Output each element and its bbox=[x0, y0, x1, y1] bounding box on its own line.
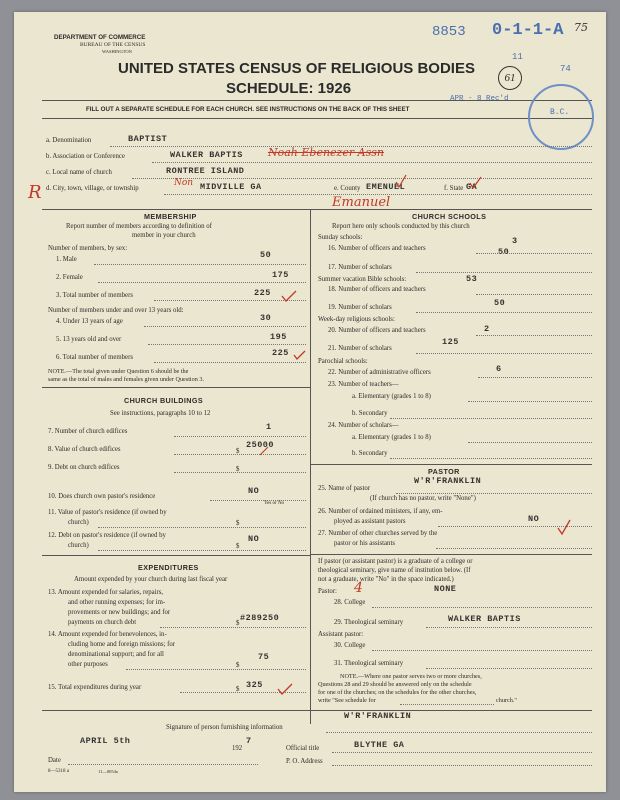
q14-dollar: $ bbox=[236, 662, 240, 669]
buildings-sub: See instructions, paragraphs 10 to 12 bbox=[110, 410, 211, 417]
q2-label: 2. Female bbox=[56, 274, 83, 281]
stamp-code-handwritten: 75 bbox=[574, 21, 588, 34]
schools-sub: Report here only schools conducted by this church bbox=[332, 223, 470, 230]
date-value: APRIL 5th bbox=[80, 736, 131, 746]
q20-value: 2 bbox=[484, 324, 490, 334]
pastor-note-1: NOTE.—Where one pastor serves two or more churches, bbox=[340, 673, 482, 680]
association-handwritten: Noah Ebenezer Assn bbox=[268, 146, 384, 159]
page-title: UNITED STATES CENSUS OF RELIGIOUS BODIES bbox=[118, 60, 475, 77]
q5-label: 5. 13 years old and over bbox=[56, 336, 122, 343]
pastor-note-5: church." bbox=[496, 697, 517, 704]
q30-label: 30. College bbox=[334, 642, 366, 649]
q13-label-1: 13. Amount expended for salaries, repairs, bbox=[48, 589, 164, 596]
q17-label: 17. Number of scholars bbox=[328, 264, 392, 271]
city-label: WASHINGTON bbox=[102, 49, 132, 54]
summer-value: 53 bbox=[466, 274, 478, 284]
city-handwritten: Non bbox=[174, 178, 194, 188]
parochial-label: Parochial schools: bbox=[318, 358, 368, 365]
census-schedule-sheet bbox=[14, 12, 606, 792]
q27-label-1: 27. Number of other churches served by the bbox=[318, 530, 438, 537]
q19-value: 50 bbox=[494, 298, 506, 308]
date-label: Date bbox=[48, 757, 61, 764]
expenditures-title: EXPENDITURES bbox=[138, 563, 199, 572]
members-by-age-label: Number of members under and over 13 years old: bbox=[48, 307, 184, 314]
q26-check-icon bbox=[558, 520, 570, 534]
q13-label-3: provements or new buildings; and for bbox=[68, 609, 171, 616]
q12-value: NO bbox=[248, 534, 260, 544]
q16-value: 3 bbox=[512, 236, 518, 246]
q20-label: 20. Number of officers and teachers bbox=[328, 327, 426, 334]
q6-check-icon bbox=[294, 351, 305, 359]
bureau-label: BUREAU OF THE CENSUS bbox=[80, 42, 146, 48]
q25-label: 25. Name of pastor bbox=[318, 485, 371, 492]
graduate-note-3: not a graduate, write "No" in the space indicated.) bbox=[318, 576, 454, 583]
state-value: GA bbox=[466, 182, 478, 192]
q13-value: #289250 bbox=[240, 613, 280, 623]
county-value: EMENUEL bbox=[366, 182, 406, 192]
q12-label-2: church) bbox=[68, 542, 89, 549]
pastor-note-4: write "See schedule for bbox=[318, 697, 376, 704]
pastor-label: Pastor: bbox=[318, 588, 337, 595]
q6-label: 6. Total number of members bbox=[56, 354, 133, 361]
denomination-value: BAPTIST bbox=[128, 134, 168, 144]
q11-label-1: 11. Value of pastor's residence (if owned by bbox=[48, 509, 167, 516]
q23b-label: b. Secondary bbox=[352, 410, 388, 417]
q24-label: 24. Number of scholars— bbox=[328, 422, 399, 429]
q14-value: 75 bbox=[258, 652, 270, 662]
instruction-line: FILL OUT A SEPARATE SCHEDULE FOR EACH CHURCH. SEE INSTRUCTIONS ON THE BACK OF THIS SHEET bbox=[86, 106, 410, 113]
signature-label: Signature of person furnishing information bbox=[166, 724, 283, 731]
q7-value: 1 bbox=[266, 422, 272, 432]
q4-value: 30 bbox=[260, 313, 272, 323]
q14-label-1: 14. Amount expended for benevolences, in- bbox=[48, 631, 167, 638]
q24a-label: a. Elementary (grades 1 to 8) bbox=[352, 434, 431, 441]
received-date-stamp: APR - 8 Rec'd bbox=[450, 95, 509, 103]
stamp-small-2: 74 bbox=[560, 64, 571, 74]
q10-label: 10. Does church own pastor's residence bbox=[48, 493, 156, 500]
stamp-number: 8853 bbox=[432, 24, 466, 40]
q10-value: NO bbox=[248, 486, 260, 496]
q7-label: 7. Number of church edifices bbox=[48, 428, 128, 435]
weekday-label: Week-day religious schools: bbox=[318, 316, 395, 323]
q15-label: 15. Total expenditures during year bbox=[48, 684, 142, 691]
q22-label: 22. Number of administrative officers bbox=[328, 369, 431, 376]
circled-number: 61 bbox=[498, 66, 522, 90]
schools-title: CHURCH SCHOOLS bbox=[412, 212, 487, 221]
q29-value: WALKER BAPTIS bbox=[448, 614, 521, 624]
q23a-label: a. Elementary (grades 1 to 8) bbox=[352, 393, 431, 400]
q18-label: 18. Number of officers and teachers bbox=[328, 286, 426, 293]
yes-or-no-hint: Yes or No bbox=[264, 501, 285, 506]
q13-label-4: payments on church debt bbox=[68, 619, 137, 626]
q24b-label: b. Secondary bbox=[352, 450, 388, 457]
sunday-label: Sunday schools: bbox=[318, 234, 363, 241]
year-value: 7 bbox=[246, 736, 252, 746]
q26-label-2: ployed as assistant pastors bbox=[334, 518, 406, 525]
q15-dollar: $ bbox=[236, 686, 240, 693]
q8-value: 25000 bbox=[246, 440, 275, 450]
q1-label: 1. Male bbox=[56, 256, 77, 263]
q13-label-2: and other running expenses; for im- bbox=[68, 599, 166, 606]
q26-value: NO bbox=[528, 514, 540, 524]
q2-value: 175 bbox=[272, 270, 289, 280]
membership-note-3: NOTE.—The total given under Question 6 should be the bbox=[48, 368, 189, 375]
q21-label: 21. Number of scholars bbox=[328, 345, 392, 352]
q12-label-1: 12. Debt on pastor's residence (if owned by bbox=[48, 532, 166, 539]
q11-label-2: church) bbox=[68, 519, 89, 526]
members-by-sex-label: Number of members, by sex: bbox=[48, 245, 128, 252]
membership-title: MEMBERSHIP bbox=[144, 212, 197, 221]
signature-value: W'R'FRANKLIN bbox=[344, 711, 412, 721]
q3-check-icon bbox=[282, 291, 296, 301]
church-name-value: RONTREE ISLAND bbox=[166, 166, 245, 176]
q15-check-icon bbox=[278, 684, 292, 694]
county-handwritten: Emanuel bbox=[332, 195, 391, 210]
buildings-title: CHURCH BUILDINGS bbox=[124, 396, 204, 405]
seal-text: B.C. bbox=[550, 108, 570, 117]
q8-label: 8. Value of church edifices bbox=[48, 446, 121, 453]
q6-value: 225 bbox=[272, 348, 289, 358]
assistant-pastor-label: Assistant pastor: bbox=[318, 631, 364, 638]
q9-dollar: $ bbox=[236, 466, 240, 473]
q31-label: 31. Theological seminary bbox=[334, 660, 404, 667]
q5-value: 195 bbox=[270, 332, 287, 342]
q23-label: 23. Number of teachers— bbox=[328, 381, 399, 388]
q14-label-2: cluding home and foreign missions; for bbox=[68, 641, 176, 648]
county-check-icon bbox=[396, 175, 406, 187]
q8-check-icon bbox=[260, 447, 268, 455]
official-title-label: Official title bbox=[286, 745, 320, 752]
church-name-label: c. Local name of church bbox=[46, 169, 112, 176]
q26-label-1: 26. Number of ordained ministers, if any, em- bbox=[318, 508, 443, 515]
city-town-label: d. City, town, village, or township bbox=[46, 185, 139, 192]
q11-dollar: $ bbox=[236, 520, 240, 527]
q14-label-4: other purposes bbox=[68, 661, 108, 668]
pastor-note-2: Questions 28 and 29 should be answered only on the schedule bbox=[318, 681, 472, 688]
q3-label: 3. Total number of members bbox=[56, 292, 133, 299]
q25-note: (If church has no pastor, write "None") bbox=[370, 495, 476, 502]
check-marks bbox=[14, 12, 606, 792]
association-label: b. Association or Conference bbox=[46, 153, 125, 160]
expenditures-sub: Amount expended by your church during last fiscal year bbox=[74, 576, 228, 583]
summer-label: Summer vacation Bible schools: bbox=[318, 276, 407, 283]
membership-note-1: Report number of members according to definition of bbox=[66, 223, 212, 230]
pastor-name-value: W'R'FRANKLIN bbox=[414, 476, 482, 486]
stamp-code: 0-1-1-A bbox=[492, 21, 564, 40]
membership-note-4: same as the total of males and females given under Question 3. bbox=[48, 376, 205, 383]
state-check-icon bbox=[470, 177, 481, 188]
q16-label: 16. Number of officers and teachers bbox=[328, 245, 426, 252]
q9-label: 9. Debt on church edifices bbox=[48, 464, 120, 471]
association-value: WALKER BAPTIS bbox=[170, 150, 243, 160]
q29-label: 29. Theological seminary bbox=[334, 619, 404, 626]
q14-label-3: denominational support; and for all bbox=[68, 651, 164, 658]
state-label: f. State bbox=[444, 185, 464, 192]
page-subtitle: SCHEDULE: 1926 bbox=[226, 80, 352, 97]
q22-value: 6 bbox=[496, 364, 502, 374]
r-mark: R bbox=[28, 182, 42, 203]
city-town-value: MIDVILLE GA bbox=[200, 182, 262, 192]
q13-dollar: $ bbox=[236, 620, 240, 627]
q16-value-2: 50 bbox=[498, 247, 510, 257]
pastor-note-3: for one of the churches; on the schedules for the other churches, bbox=[318, 689, 477, 696]
q12-dollar: $ bbox=[236, 543, 240, 550]
year-label: 192 bbox=[232, 745, 243, 752]
po-address-label: P. O. Address bbox=[286, 758, 323, 765]
department-label: DEPARTMENT OF COMMERCE bbox=[54, 34, 146, 41]
q28-value: NONE bbox=[434, 584, 457, 594]
county-label: e. County bbox=[334, 185, 361, 192]
denomination-label: a. Denomination bbox=[46, 137, 92, 144]
q19-label: 19. Number of scholars bbox=[328, 304, 392, 311]
q1-value: 50 bbox=[260, 250, 272, 260]
official-title-value: BLYTHE GA bbox=[354, 740, 405, 750]
pastor-title: PASTOR bbox=[428, 467, 460, 476]
graduate-note-2: theological seminary, give name of institution below. (If bbox=[318, 567, 471, 574]
q15-value: 325 bbox=[246, 680, 263, 690]
q3-value: 225 bbox=[254, 288, 271, 298]
q4-label: 4. Under 13 years of age bbox=[56, 318, 123, 325]
graduate-note-1: If pastor (or assistant pastor) is a graduate of a college or bbox=[318, 558, 473, 565]
form-number: 8—5318 a bbox=[48, 769, 69, 774]
stamp-small-1: 11 bbox=[512, 52, 523, 62]
q28-label: 28. College bbox=[334, 599, 366, 606]
print-number: 11—0054a bbox=[98, 769, 118, 774]
q27-label-2: pastor or his assistants bbox=[334, 540, 395, 547]
membership-note-2: member in your church bbox=[132, 232, 196, 239]
q8-dollar: $ bbox=[236, 448, 240, 455]
q21-value: 125 bbox=[442, 337, 459, 347]
pastor-handwritten-mark: 4 bbox=[354, 580, 363, 596]
